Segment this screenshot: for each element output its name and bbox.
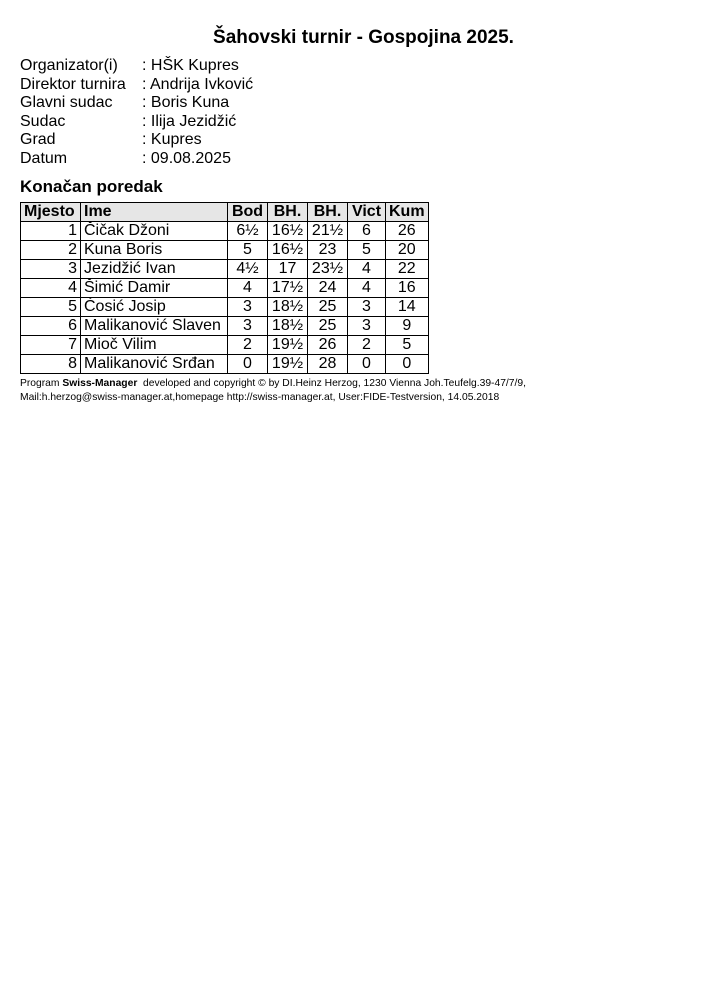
cell-rank: 7 xyxy=(21,336,81,355)
info-label: Glavni sudac xyxy=(20,94,113,112)
cell-bod: 3 xyxy=(228,298,268,317)
info-value: : HŠK Kupres xyxy=(142,57,239,74)
cell-bod: 0 xyxy=(228,355,268,374)
info-label: Grad xyxy=(20,131,56,149)
table-row xyxy=(21,355,429,374)
info-label: Organizator(i) xyxy=(20,57,118,74)
cell-kum: 20 xyxy=(386,241,429,260)
info-row-chief-arbiter xyxy=(20,94,253,113)
info-row-arbiter xyxy=(20,113,253,132)
info-value: : 09.08.2025 xyxy=(142,149,231,167)
cell-bh1: 19½ xyxy=(268,336,308,355)
table-header-row xyxy=(21,203,429,222)
header-bod: Bod xyxy=(228,203,268,222)
cell-kum: 16 xyxy=(386,279,429,298)
cell-bh2: 26 xyxy=(308,336,348,355)
cell-bod: 4½ xyxy=(228,260,268,279)
cell-rank: 5 xyxy=(21,298,81,317)
cell-bod: 6½ xyxy=(228,222,268,241)
cell-bh1: 16½ xyxy=(268,222,308,241)
table-row xyxy=(21,241,429,260)
cell-rank: 8 xyxy=(21,355,81,374)
cell-kum: 26 xyxy=(386,222,429,241)
cell-vict: 3 xyxy=(348,317,386,336)
cell-bh2: 25 xyxy=(308,317,348,336)
header-kum: Kum xyxy=(386,203,429,222)
info-value: : Andrija Ivković xyxy=(142,75,254,93)
info-label: Datum xyxy=(20,149,68,167)
cell-vict: 6 xyxy=(348,222,386,241)
footer-line1: developed and copyright © by DI.Heinz Herzog, 1230 Vienna Joh.Teufelg.39-47/7/9, xyxy=(137,378,526,389)
info-value: : Boris Kuna xyxy=(142,94,230,112)
cell-rank: 1 xyxy=(21,222,81,241)
table-row xyxy=(21,298,429,317)
header-bh2: BH. xyxy=(308,203,348,222)
cell-bh2: 24 xyxy=(308,279,348,298)
table-row xyxy=(21,336,429,355)
footer-prefix: Program xyxy=(20,378,63,389)
cell-bh2: 28 xyxy=(308,355,348,374)
cell-vict: 5 xyxy=(348,241,386,260)
cell-kum: 5 xyxy=(386,336,429,355)
cell-vict: 0 xyxy=(348,355,386,374)
cell-rank: 3 xyxy=(21,260,81,279)
info-row-city xyxy=(20,131,253,150)
info-row-director xyxy=(20,76,253,95)
cell-vict: 4 xyxy=(348,260,386,279)
cell-bod: 2 xyxy=(228,336,268,355)
cell-bh2: 21½ xyxy=(308,222,348,241)
cell-name: Mioč Vilim xyxy=(81,336,228,355)
cell-name: Ćosić Josip xyxy=(81,298,228,317)
tournament-info xyxy=(20,57,253,169)
info-row-date xyxy=(20,150,253,169)
cell-rank: 6 xyxy=(21,317,81,336)
cell-kum: 14 xyxy=(386,298,429,317)
info-label: Sudac xyxy=(20,112,66,130)
cell-bh1: 19½ xyxy=(268,355,308,374)
cell-rank: 4 xyxy=(21,279,81,298)
info-label: Direktor turnira xyxy=(20,75,126,93)
cell-name: Čičak Džoni xyxy=(81,222,228,241)
table-row xyxy=(21,279,429,298)
info-value: : Ilija Jezidžić xyxy=(142,112,237,130)
footer-program-name: Swiss-Manager xyxy=(62,378,138,389)
footer-line2: Mail:h.herzog@swiss-manager.at,homepage http://swiss-manager.at, User:FIDE-Testversion, 14.05.2018 xyxy=(20,391,500,403)
cell-kum: 9 xyxy=(386,317,429,336)
cell-bh1: 16½ xyxy=(268,241,308,260)
cell-name: Šimić Damir xyxy=(81,279,228,298)
cell-bh1: 18½ xyxy=(268,317,308,336)
info-row-organizer xyxy=(20,57,253,76)
cell-bh1: 17½ xyxy=(268,279,308,298)
cell-bod: 5 xyxy=(228,241,268,260)
cell-name: Malikanović Srđan xyxy=(81,355,228,374)
header-vict: Vict xyxy=(348,203,386,222)
cell-bod: 3 xyxy=(228,317,268,336)
cell-bh2: 23½ xyxy=(308,260,348,279)
cell-bh1: 17 xyxy=(268,260,308,279)
cell-bod: 4 xyxy=(228,279,268,298)
cell-vict: 4 xyxy=(348,279,386,298)
header-bh1: BH. xyxy=(268,203,308,222)
cell-bh1: 18½ xyxy=(268,298,308,317)
cell-kum: 0 xyxy=(386,355,429,374)
cell-name: Kuna Boris xyxy=(81,241,228,260)
cell-rank: 2 xyxy=(21,241,81,260)
section-title: Konačan poredak xyxy=(20,177,163,196)
standings-table xyxy=(20,202,429,374)
footer-copyright xyxy=(20,377,690,404)
cell-bh2: 25 xyxy=(308,298,348,317)
cell-kum: 22 xyxy=(386,260,429,279)
page-title: Šahovski turnir - Gospojina 2025. xyxy=(213,27,514,48)
table-row xyxy=(21,317,429,336)
header-name: Ime xyxy=(81,203,228,222)
table-row xyxy=(21,260,429,279)
info-value: : Kupres xyxy=(142,131,202,149)
cell-name: Jezidžić Ivan xyxy=(81,260,228,279)
cell-name: Malikanović Slaven xyxy=(81,317,228,336)
cell-vict: 2 xyxy=(348,336,386,355)
cell-bh2: 23 xyxy=(308,241,348,260)
cell-vict: 3 xyxy=(348,298,386,317)
header-rank: Mjesto xyxy=(21,203,81,222)
table-row xyxy=(21,222,429,241)
